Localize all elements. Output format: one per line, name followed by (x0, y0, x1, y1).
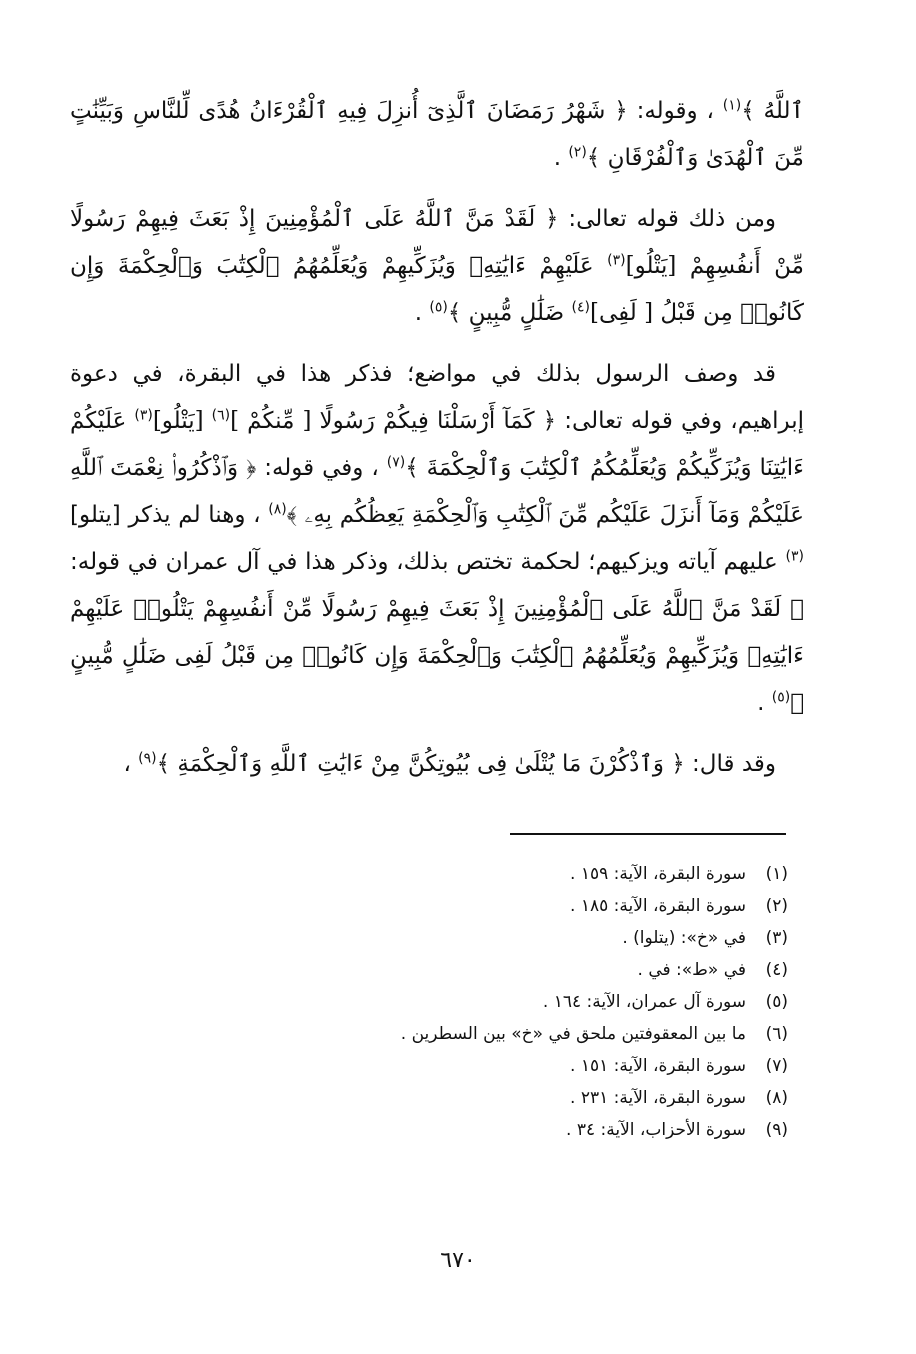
footnote-ref: (٦) (211, 407, 231, 424)
paragraph (70, 196, 804, 337)
footnote-number: (٧) (765, 1056, 788, 1076)
text-run: ، وقوله: (627, 98, 723, 124)
footnote-text: في «خ»: (يتلوا) . (622, 928, 746, 948)
text-run: ، (123, 751, 139, 777)
footnote-ref: (٤) (571, 299, 590, 316)
footnote-number: (٣) (765, 928, 788, 948)
quran-quote: [يَتْلُو] (152, 408, 212, 434)
footnote (110, 954, 788, 986)
footnote-text: سورة البقرة، الآية: ١٥٩ . (570, 864, 746, 884)
footnote-number: (١) (765, 864, 788, 884)
footnote-number: (٨) (765, 1088, 788, 1108)
paragraph (70, 741, 804, 788)
footnote-text: في «ط»: في . (637, 960, 746, 980)
footnote-text: سورة الأحزاب، الآية: ٣٤ . (566, 1120, 746, 1140)
footnote-ref: (٣) (607, 252, 626, 269)
quran-quote: عَلَيْكُمْ ءَايَٰتِنَا وَيُزَكِّيكُمْ وَيُعَلِّمُكُمُ ٱلْكِتَٰبَ وَٱلْحِكْمَةَ ﴾ (70, 408, 804, 481)
footnote-ref: (٣) (785, 548, 804, 565)
footnote-number: (٦) (765, 1024, 788, 1044)
footnote (110, 922, 788, 954)
text-run: ، وفي قوله: (256, 455, 387, 481)
footnote-divider (510, 833, 786, 835)
footnote-ref: (٥) (429, 299, 448, 316)
footnote-number: (٢) (765, 896, 788, 916)
page-number: ٦٧٠ (440, 1248, 476, 1273)
footnote-text: سورة البقرة، الآية: ١٥١ . (570, 1056, 746, 1076)
quran-quote: ﴿ كَمَآ أَرْسَلْنَا فِيكُمْ رَسُولًا [ مِّنكُمْ ] (230, 408, 557, 434)
quran-quote: ﴿ وَٱذْكُرُوا۟ نِعْمَتَ ٱللَّهِ عَلَيْكُمْ وَمَآ أَنزَلَ عَلَيْكُم مِّنَ ٱلْكِتَٰبِ وَٱلْحِكْمَةِ يَعِظُكُم بِهِۦ ﴾ (70, 455, 804, 528)
footnote (110, 858, 788, 890)
footnote-ref: (٩) (138, 750, 157, 767)
footnote-ref: (١) (722, 97, 742, 114)
quran-quote: ضَلَٰلٍ مُّبِينٍ ﴾ (447, 300, 572, 326)
footnote-number: (٤) (765, 960, 788, 980)
footnote-text: سورة آل عمران، الآية: ١٦٤ . (542, 992, 746, 1012)
footnote (110, 986, 788, 1018)
text-run: . (757, 690, 772, 716)
text-run: وقد قال: (684, 751, 776, 777)
footnote (110, 1050, 788, 1082)
footnote (110, 1018, 788, 1050)
text-run: ومن ذلك قوله تعالى: (558, 206, 776, 232)
footnotes-list (110, 858, 788, 1146)
footnote (110, 1114, 788, 1146)
text-run: عليهم آياته ويزكيهم؛ لحكمة تختص بذلك، وذكر هذا في آل عمران في قوله: (70, 549, 786, 575)
footnote-text: ما بين المعقوفتين ملحق في «خ» بين السطرين . (400, 1024, 746, 1044)
footnote (110, 890, 788, 922)
footnote-ref: (٧) (386, 454, 406, 471)
footnote-text: سورة البقرة، الآية: ٢٣١ . (570, 1088, 746, 1108)
footnote-number: (٩) (765, 1120, 788, 1140)
text-run: قد وصف الرسول بذلك في مواضع؛ فذكر هذا في البقرة، في دعوة إبراهيم، وفي قوله تعالى: (70, 361, 804, 434)
quran-quote: ﴿ وَٱذْكُرْنَ مَا يُتْلَىٰ فِى بُيُوتِكُنَّ مِنْ ءَايَٰتِ ٱللَّهِ وَٱلْحِكْمَةِ ﴾ (156, 751, 685, 777)
footnote-text: سورة البقرة، الآية: ١٨٥ . (570, 896, 746, 916)
text-run: . (414, 300, 430, 326)
paragraph (70, 351, 804, 727)
text-run: ، وهنا لم يذكر [يتلو] (70, 502, 269, 528)
footnote-ref: (٥) (771, 689, 791, 706)
text-run: ٱللَّهُ ﴾ (741, 98, 804, 124)
quran-quote: ﴿ شَهْرُ رَمَضَانَ ٱلَّذِىٓ أُنزِلَ فِيهِ ٱلْقُرْءَانُ هُدًى لِّلنَّاسِ وَبَيِّنَٰتٍ مِّنَ ٱلْهُدَىٰ وَٱلْفُرْقَانِ ﴾ (70, 98, 804, 171)
text-run: . (553, 145, 569, 171)
paragraph (70, 88, 804, 182)
main-text (70, 88, 804, 802)
footnote-number: (٥) (765, 992, 788, 1012)
quran-quote: ﴿ لَقَدْ مَنَّ ٱللَّهُ عَلَى ٱلْمُؤْمِنِينَ إِذْ بَعَثَ فِيهِمْ رَسُولًا مِّنْ أَنفُسِهِمْ يَتْلُوا۟ عَلَيْهِمْ ءَايَٰتِهِۦ وَيُزَكِّيهِمْ وَيُعَلِّمُهُمُ ٱلْكِتَٰبَ وَٱلْحِكْمَةَ وَإِن كَانُوا۟ مِن قَبْلُ لَفِى ضَلَٰلٍ مُّبِينٍ ﴾ (70, 596, 804, 716)
quran-quote: عَلَيْهِمْ ءَايَٰتِهِۦ وَيُزَكِّيهِمْ وَيُعَلِّمُهُمُ ٱلْكِتَٰبَ وَٱلْحِكْمَةَ وَإِن كَانُوا۟ مِن قَبْلُ [ لَفِى] (70, 253, 804, 326)
footnote-ref: (٨) (268, 501, 287, 518)
footnote-ref: (٣) (134, 407, 153, 424)
quran-quote: ﴿ لَقَدْ مَنَّ ٱللَّهُ عَلَى ٱلْمُؤْمِنِينَ إِذْ بَعَثَ فِيهِمْ رَسُولًا مِّنْ أَنفُسِهِمْ [يَتْلُو] (70, 206, 805, 279)
footnote-ref: (٢) (568, 144, 587, 161)
footnote (110, 1082, 788, 1114)
